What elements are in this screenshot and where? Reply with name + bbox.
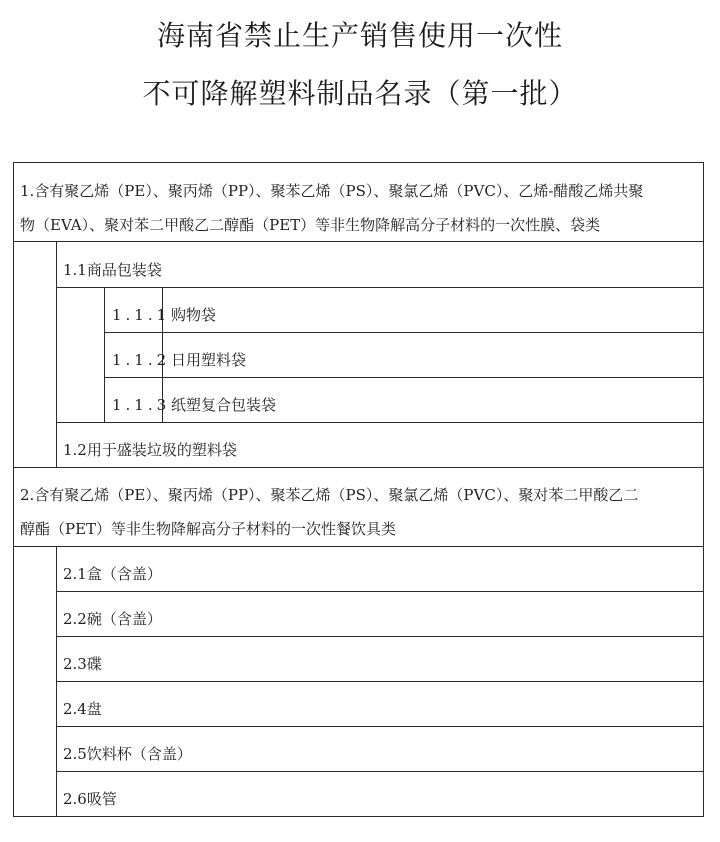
item-2-5-label: 2.5饮料杯（含盖） — [63, 745, 192, 763]
document-title-line-1: 海南省禁止生产销售使用一次性 — [156, 19, 563, 52]
subitem-1-1-3-label: 纸塑复合包装袋 — [171, 396, 277, 414]
item-2-3-label: 2.3碟 — [63, 655, 102, 673]
item-2-1-label: 2.1盒（含盖） — [63, 565, 162, 583]
item-2-4-label: 2.4盘 — [63, 700, 102, 718]
section-2-heading-line-2: 醇酯（PET）等非生物降解高分子材料的一次性餐饮具类 — [20, 520, 397, 538]
table-border-bottom — [13, 816, 704, 817]
table-border-top — [13, 162, 704, 163]
item-1-2-label: 1.2用于盛装垃圾的塑料袋 — [63, 441, 237, 459]
subitem-1-1-2-label: 日用塑料袋 — [171, 351, 247, 369]
item-2-6-label: 2.6吸管 — [63, 790, 117, 808]
document-title-line-2: 不可降解塑料制品名录（第一批） — [142, 77, 578, 110]
item-1-1-label: 1.1商品包装袋 — [63, 261, 162, 279]
subitem-1-1-1-label: 购物袋 — [171, 306, 217, 324]
table-border-right — [703, 162, 704, 817]
section-1-heading-line-1: 1.含有聚乙烯（PE）、聚丙烯（PP）、聚苯乙烯（PS）、聚氯乙烯（PVC）、乙烯-醋酸乙烯共聚 — [20, 182, 644, 200]
table-border-left — [13, 162, 14, 817]
subitem-1-1-2-number: 1.1.2 — [112, 351, 171, 369]
item-2-2-label: 2.2碗（含盖） — [63, 610, 162, 628]
section-2-heading-line-1: 2.含有聚乙烯（PE）、聚丙烯（PP）、聚苯乙烯（PS）、聚氯乙烯（PVC）、聚对苯二甲酸乙二 — [20, 486, 639, 504]
subitem-1-1-3-number: 1.1.3 — [112, 396, 171, 414]
subitem-1-1-1-number: 1.1.1 — [112, 306, 171, 324]
section-1-heading-line-2: 物（EVA）、聚对苯二甲酸乙二醇酯（PET）等非生物降解高分子材料的一次性膜、袋类 — [20, 216, 601, 234]
